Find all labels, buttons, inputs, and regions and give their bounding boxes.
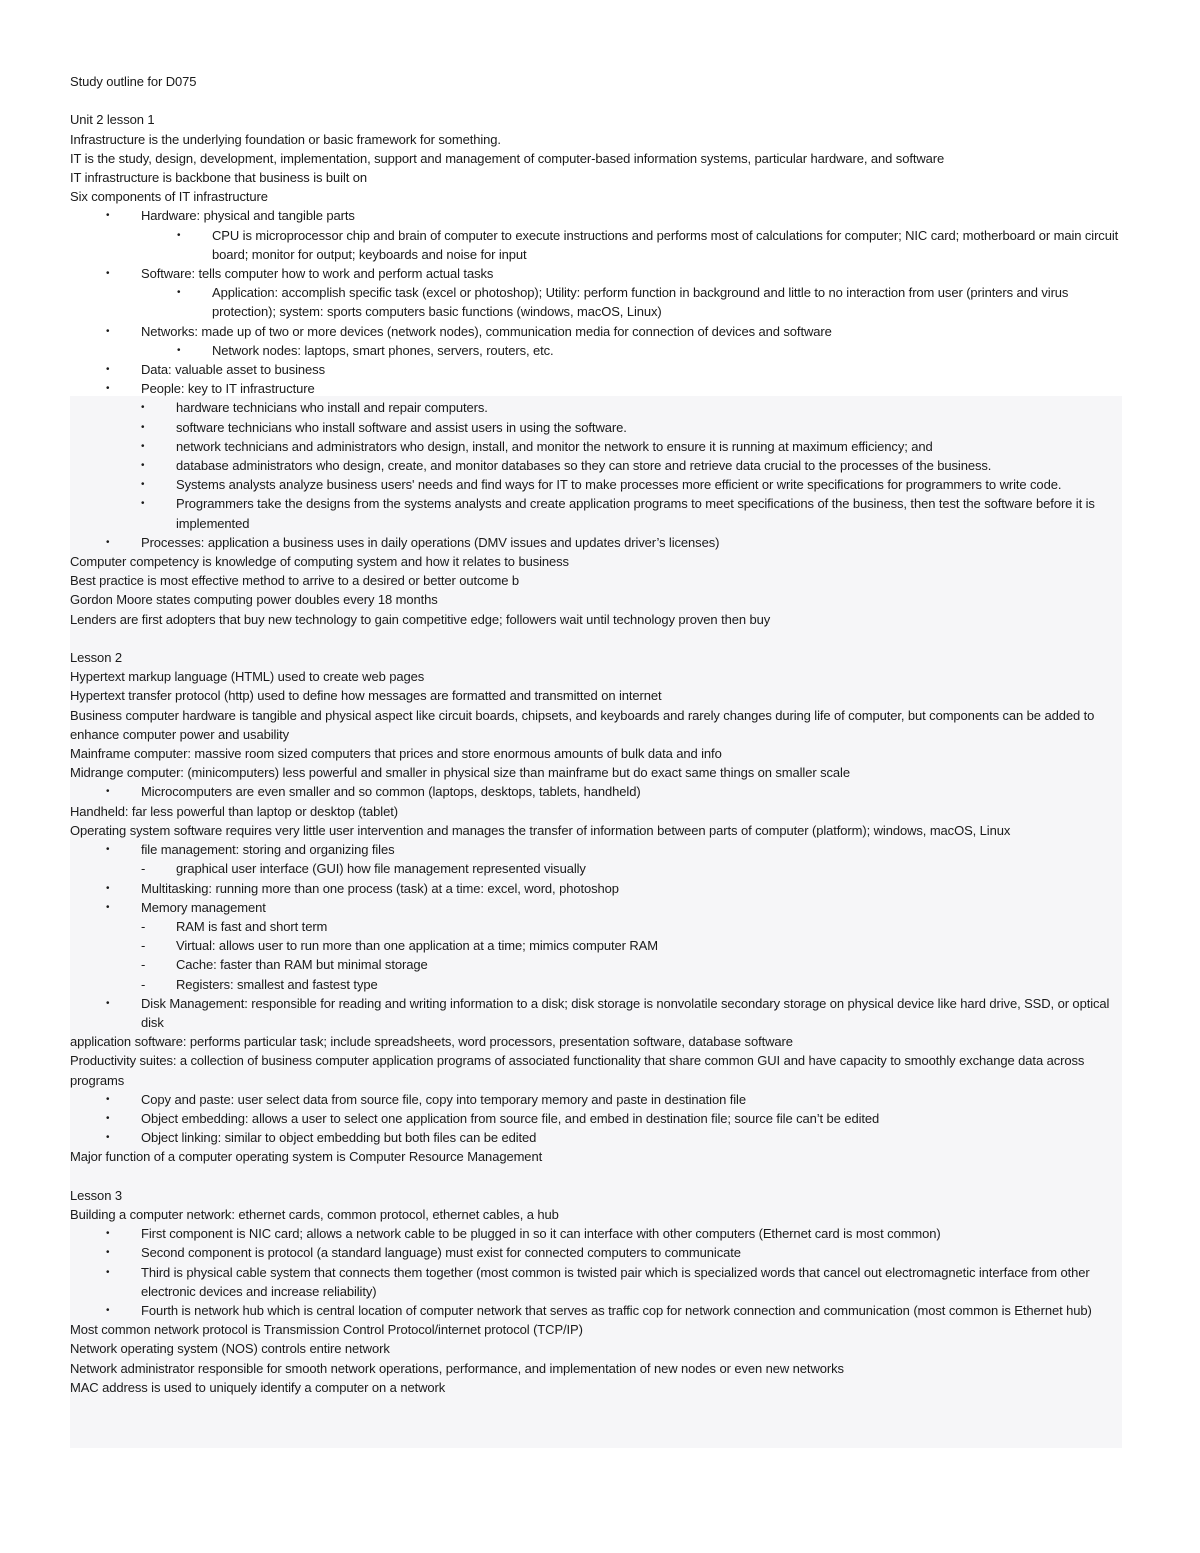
list-item-text: Systems analysts analyze business users' needs and find ways for IT to make processes more efficient or write specifications for programmers to write code. <box>176 477 1062 493</box>
list-item-text: RAM is fast and short term <box>176 918 328 934</box>
bullet-icon: • <box>106 325 110 337</box>
spacer <box>70 91 1122 110</box>
list-item <box>70 494 1122 532</box>
text-line: Midrange computer: (minicomputers) less powerful and smaller in physical size than mainframe but do exact same things on smaller scale <box>70 765 850 781</box>
list-item <box>70 456 1122 475</box>
list-item <box>70 226 1122 264</box>
list-item <box>70 840 1122 859</box>
bullet-icon: • <box>106 1093 110 1105</box>
list-item <box>70 1301 1122 1320</box>
bullet-icon: • <box>106 901 110 913</box>
list-item-text: Object embedding: allows a user to select one application from source file, and embed in destination file; source file can’t be edited <box>141 1110 880 1126</box>
text-line: IT infrastructure is backbone that business is built on <box>70 170 368 185</box>
list-item-text: CPU is microprocessor chip and brain of computer to execute instructions and performs most of calculations for computer; NIC card; motherboard or main circuit board; monitor for output; keyboards and noise for input <box>212 227 1119 262</box>
bullet-icon: • <box>141 479 145 491</box>
list-item <box>70 917 1122 936</box>
list-item <box>70 533 1122 552</box>
text-line: Major function of a computer operating system is Computer Resource Management <box>70 1149 543 1165</box>
list-item <box>70 475 1122 494</box>
list-item <box>70 1090 1122 1109</box>
list-item-text: Third is physical cable system that connects them together (most common is twisted pair which is specialized words that cancel out electromagnetic interface from other electronic devices and increase reliability) <box>141 1264 1090 1299</box>
dash-icon: - <box>141 957 146 973</box>
list-item <box>70 437 1122 456</box>
document-title: Study outline for D075 <box>70 74 197 89</box>
list-item-text: Processes: application a business uses in daily operations (DMV issues and updates driver’s licenses) <box>141 534 720 550</box>
text-line: Handheld: far less powerful than laptop or desktop (tablet) <box>70 803 398 819</box>
text-line: Most common network protocol is Transmission Control Protocol/internet protocol (TCP/IP) <box>70 1322 583 1338</box>
list-item-text: Microcomputers are even smaller and so common (laptops, desktops, tablets, handheld) <box>141 784 641 800</box>
list-item <box>70 418 1122 437</box>
list-item-text: Object linking: similar to object embedding but both files can be edited <box>141 1130 537 1146</box>
list-item <box>70 975 1122 994</box>
list-item-text: Copy and paste: user select data from source file, copy into temporary memory and paste in destination file <box>141 1091 746 1107</box>
text-line: Gordon Moore states computing power doubles every 18 months <box>70 592 438 608</box>
list-item-text: database administrators who design, create, and monitor databases so they can store and retrieve data crucial to the processes of the business. <box>176 458 992 474</box>
components-list <box>70 206 1122 552</box>
list-item-text: Data: valuable asset to business <box>141 362 325 378</box>
list-item <box>70 1243 1122 1262</box>
bullet-icon: • <box>141 421 145 433</box>
text-line: Hypertext markup language (HTML) used to create web pages <box>70 669 425 685</box>
section-heading-lesson3: Lesson 3 <box>70 1187 122 1203</box>
dash-icon: - <box>141 976 146 992</box>
spacer <box>70 629 1122 648</box>
list-item-text: Registers: smallest and fastest type <box>176 976 378 992</box>
bullet-icon: • <box>141 498 145 510</box>
list-item <box>70 264 1122 283</box>
list-item-text: hardware technicians who install and repair computers. <box>176 400 488 416</box>
text-line: Network operating system (NOS) controls entire network <box>70 1341 390 1357</box>
dash-icon: - <box>141 938 146 954</box>
list-item <box>70 859 1122 878</box>
list-item <box>70 1224 1122 1243</box>
document-body <box>70 72 1122 1397</box>
list-item <box>70 1109 1122 1128</box>
dash-icon: - <box>141 861 146 877</box>
os-functions-list <box>70 840 1122 1032</box>
list-item <box>70 955 1122 974</box>
list-item-text: Disk Management: responsible for reading and writing information to a disk; disk storage is nonvolatile secondary storage on physical device like hard drive, SSD, or optical disk <box>141 995 1110 1030</box>
bullet-icon: • <box>106 536 110 548</box>
bullet-icon: • <box>106 383 110 395</box>
bullet-icon: • <box>141 402 145 414</box>
bullet-icon: • <box>177 287 181 299</box>
list-item-text: software technicians who install software and assist users in using the software. <box>176 419 627 435</box>
spacer <box>70 1167 1122 1186</box>
list-item-text: Software: tells computer how to work and perform actual tasks <box>141 266 494 282</box>
list-item-text: Programmers take the designs from the systems analysts and create application programs to meet specifications of the business, then test the software before it is implemented <box>176 496 1095 531</box>
bullet-icon: • <box>106 882 110 894</box>
list-item <box>70 879 1122 898</box>
list-item-text: Memory management <box>141 899 266 915</box>
list-item-text: Fourth is network hub which is central location of computer network that serves as traffic cop for network connection and communication (most common is Ethernet hub) <box>141 1302 1092 1318</box>
text-line: Six components of IT infrastructure <box>70 189 268 205</box>
text-line: Computer competency is knowledge of computing system and how it relates to business <box>70 554 569 570</box>
text-line: IT is the study, design, development, implementation, support and management of computer-based information systems, particular hardware, and software <box>70 150 945 166</box>
list-item-text: Hardware: physical and tangible parts <box>141 208 355 224</box>
network-components-list <box>70 1224 1122 1320</box>
bullet-icon: • <box>106 268 110 280</box>
bullet-icon: • <box>106 1247 110 1259</box>
list-item-text: First component is NIC card; allows a network cable to be plugged in so it can interface with other computers (Ethernet card is most common) <box>141 1226 941 1242</box>
list-item-text: network technicians and administrators who design, install, and monitor the network to ensure it is running at maximum efficiency; and <box>176 438 933 454</box>
bullet-icon: • <box>106 786 110 798</box>
bullet-icon: • <box>177 229 181 241</box>
text-line: Best practice is most effective method to arrive to a desired or better outcome b <box>70 573 520 589</box>
bullet-icon: • <box>106 1266 110 1278</box>
bullet-icon: • <box>106 997 110 1009</box>
bullet-icon: • <box>106 210 110 222</box>
text-line: Infrastructure is the underlying foundation or basic framework for something. <box>70 131 501 147</box>
text-line: Building a computer network: ethernet cards, common protocol, ethernet cables, a hub <box>70 1206 559 1222</box>
list-item <box>70 936 1122 955</box>
list-item-text: Network nodes: laptops, smart phones, servers, routers, etc. <box>212 342 554 358</box>
list-item-text: People: key to IT infrastructure <box>141 381 315 397</box>
list-item <box>70 341 1122 360</box>
bullet-icon: • <box>141 440 145 452</box>
list-item <box>70 782 1122 801</box>
list-item-text: Cache: faster than RAM but minimal storage <box>176 957 428 973</box>
list-item-text: Virtual: allows user to run more than one application at a time; mimics computer RAM <box>176 938 658 954</box>
bullet-icon: • <box>106 1304 110 1316</box>
text-line: Business computer hardware is tangible and physical aspect like circuit boards, chipsets, and keyboards and rarely changes during life of computer, but components can be added to enhance computer power and usability <box>70 707 1095 742</box>
list-item <box>70 206 1122 225</box>
bullet-icon: • <box>106 1132 110 1144</box>
bullet-icon: • <box>106 844 110 856</box>
list-item <box>70 398 1122 417</box>
list-item <box>70 1263 1122 1301</box>
text-line: Lenders are first adopters that buy new technology to gain competitive edge; followers wait until technology proven then buy <box>70 611 771 627</box>
list-item <box>70 994 1122 1032</box>
bullet-icon: • <box>106 1112 110 1124</box>
bullet-icon: • <box>106 1228 110 1240</box>
text-line: Network administrator responsible for smooth network operations, performance, and implementation of new nodes or even new networks <box>70 1360 844 1376</box>
list-item-text: Networks: made up of two or more devices (network nodes), communication media for connection of devices and software <box>141 323 832 339</box>
list-item <box>70 1128 1122 1147</box>
dash-icon: - <box>141 918 146 934</box>
text-line: application software: performs particular task; include spreadsheets, word processors, presentation software, database software <box>70 1034 793 1050</box>
micro-list <box>70 782 1122 801</box>
list-item-text: Application: accomplish specific task (excel or photoshop); Utility: perform function in background and little to no interaction from user (printers and virus protection); system: sports computers basic functions (windows, macOS, Linux) <box>212 285 1069 320</box>
text-line: Operating system software requires very little user intervention and manages the transfer of information between parts of computer (platform); windows, macOS, Linux <box>70 822 1011 838</box>
list-item-text: Second component is protocol (a standard language) must exist for connected computers to communicate <box>141 1245 741 1261</box>
section-heading-unit2: Unit 2 lesson 1 <box>70 112 155 128</box>
list-item-text: graphical user interface (GUI) how file management represented visually <box>176 861 586 877</box>
text-line: Hypertext transfer protocol (http) used to define how messages are formatted and transmitted on internet <box>70 688 662 704</box>
text-line: Productivity suites: a collection of business computer application programs of associated functionality that share common GUI and have capacity to smoothly exchange data across programs <box>70 1053 1085 1088</box>
section-heading-lesson2: Lesson 2 <box>70 650 122 666</box>
list-item-text: Multitasking: running more than one process (task) at a time: excel, word, photoshop <box>141 880 619 896</box>
list-item <box>70 283 1122 321</box>
text-line: Mainframe computer: massive room sized computers that prices and store enormous amounts of bulk data and info <box>70 746 722 762</box>
list-item <box>70 898 1122 917</box>
list-item <box>70 360 1122 379</box>
bullet-icon: • <box>141 460 145 472</box>
bullet-icon: • <box>177 344 181 356</box>
list-item-text: file management: storing and organizing files <box>141 842 395 858</box>
list-item <box>70 322 1122 341</box>
text-line: MAC address is used to uniquely identify a computer on a network <box>70 1379 446 1395</box>
bullet-icon: • <box>106 364 110 376</box>
suite-features-list <box>70 1090 1122 1148</box>
list-item <box>70 379 1122 398</box>
